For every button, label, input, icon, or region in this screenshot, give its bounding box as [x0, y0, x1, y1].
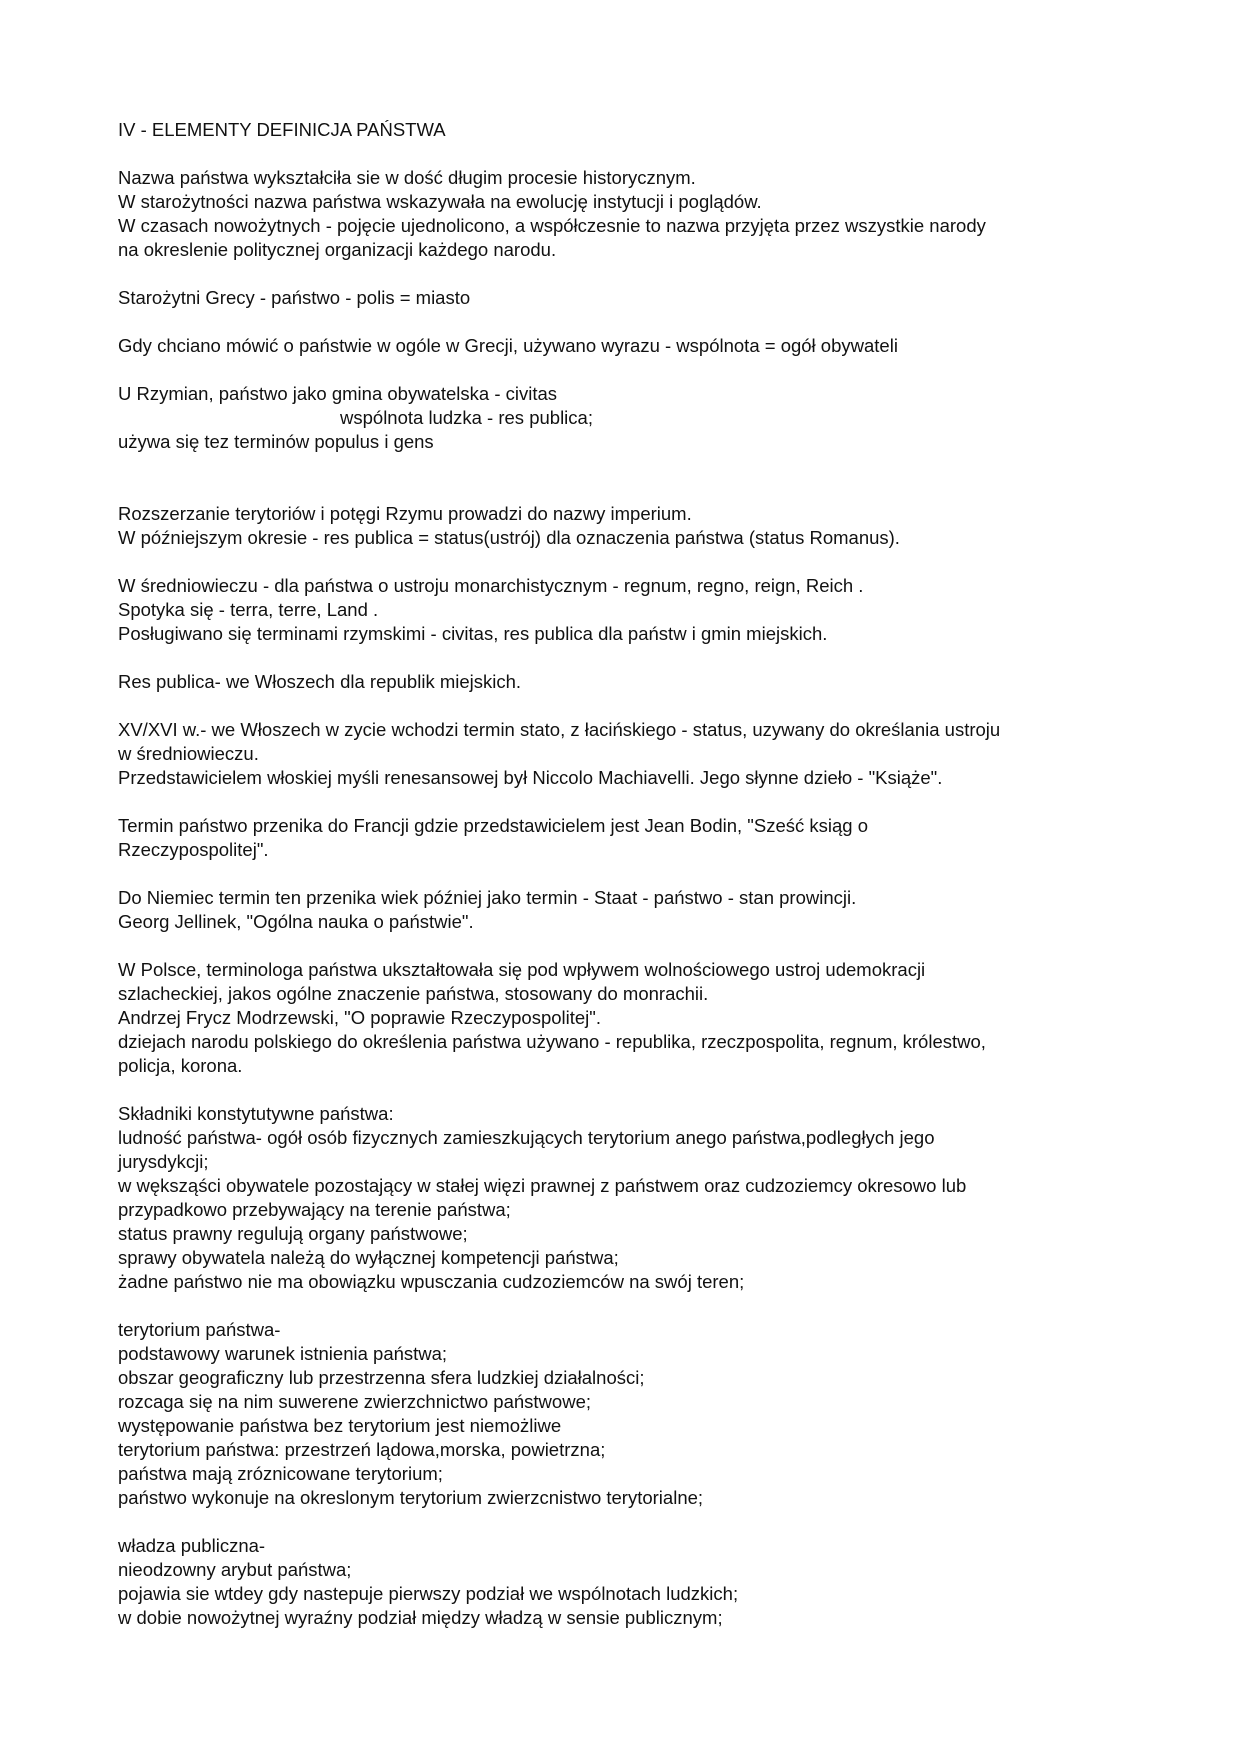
text-line: państwo wykonuje na okreslonym terytorium zwierzcnistwo terytorialne;: [118, 1487, 704, 1508]
paragraph-poland: [118, 958, 1128, 1078]
paragraph-greeks: Starożytni Grecy - państwo - polis = miasto: [118, 287, 471, 308]
text-line: Georg Jellinek, "Ogólna nauka o państwie".: [118, 911, 474, 932]
text-line: żadne państwo nie ma obowiązku wpusczania cudzoziemców na swój teren;: [118, 1271, 745, 1292]
text-line: występowanie państwa bez terytorium jest niemożliwe: [118, 1415, 562, 1436]
paragraph-intro: [118, 166, 1128, 262]
text-line: W starożytności nazwa państwa wskazywała na ewolucję instytucji i poglądów.: [118, 191, 762, 212]
paragraph-greece-general: Gdy chciano mówić o państwie w ogóle w Grecji, używano wyrazu - wspólnota = ogół obywateli: [118, 335, 898, 356]
paragraph-rome-expansion: [118, 502, 1128, 550]
text-line: w wększąści obywatele pozostający w stałej więzi prawnej z państwem oraz cudzoziemcy okresowo lub: [118, 1175, 967, 1196]
section-heading: Składniki konstytutywne państwa:: [118, 1103, 394, 1124]
text-line: szlacheckiej, jakos ogólne znaczenie państwa, stosowany do monrachii.: [118, 983, 709, 1004]
paragraph-france: [118, 814, 1128, 862]
text-line: Rzeczypospolitej".: [118, 839, 269, 860]
text-line: używa się tez terminów populus i gens: [118, 431, 434, 452]
text-line: Przedstawicielem włoskiej myśli renesansowej był Niccolo Machiavelli. Jego słynne dzieło - "Książe".: [118, 767, 943, 788]
section-authority: [118, 1534, 1128, 1630]
section-population: [118, 1102, 1128, 1294]
text-line: na okreslenie politycznej organizacji każdego narodu.: [118, 239, 557, 260]
paragraph-middle-ages: [118, 574, 1128, 646]
text-line: Andrzej Frycz Modrzewski, "O poprawie Rzeczypospolitej".: [118, 1007, 601, 1028]
text-line: W Polsce, terminologa państwa ukształtowała się pod wpływem wolnościowego ustroj udemokracji: [118, 959, 926, 980]
text-line: sprawy obywatela należą do wyłącznej kompetencji państwa;: [118, 1247, 619, 1268]
text-line: jurysdykcji;: [118, 1151, 209, 1172]
paragraph-rome: [118, 382, 1128, 454]
paragraph-italy-respublica: Res publica- we Włoszech dla republik miejskich.: [118, 671, 522, 692]
text-line: państwa mają zróznicowane terytorium;: [118, 1463, 443, 1484]
text-line: przypadkowo przebywający na terenie państwa;: [118, 1199, 511, 1220]
text-line: dziejach narodu polskiego do określenia państwa używano - republika, rzeczpospolita, regnum, królestwo,: [118, 1031, 986, 1052]
paragraph-italy-stato: [118, 718, 1128, 790]
text-line: w średniowieczu.: [118, 743, 259, 764]
text-line: W późniejszym okresie - res publica = status(ustrój) dla oznaczenia państwa (status Romanus).: [118, 527, 900, 548]
text-line: terytorium państwa: przestrzeń lądowa,morska, powietrzna;: [118, 1439, 606, 1460]
text-line: Nazwa państwa wykształciła sie w dość długim procesie historycznym.: [118, 167, 696, 188]
text-line: Posługiwano się terminami rzymskimi - civitas, res publica dla państw i gmin miejskich.: [118, 623, 828, 644]
text-line: Spotyka się - terra, terre, Land .: [118, 599, 379, 620]
text-line: obszar geograficzny lub przestrzenna sfera ludzkiej działalności;: [118, 1367, 645, 1388]
document-body: [118, 118, 1128, 1630]
text-line: W średniowieczu - dla państwa o ustroju monarchistycznym - regnum, regno, reign, Reich .: [118, 575, 864, 596]
text-line: Do Niemiec termin ten przenika wiek później jako termin - Staat - państwo - stan prowincji.: [118, 887, 857, 908]
text-line: Termin państwo przenika do Francji gdzie przedstawicielem jest Jean Bodin, "Sześć ksiąg o: [118, 815, 868, 836]
text-line: XV/XVI w.- we Włoszech w zycie wchodzi termin stato, z łacińskiego - status, uzywany do określania ustroju: [118, 719, 1001, 740]
text-line: W czasach nowożytnych - pojęcie ujednolicono, a współczesnie to nazwa przyjęta przez wszystkie narody: [118, 215, 986, 236]
paragraph-germany: [118, 886, 1128, 934]
text-line-indented: wspólnota ludzka - res publica;: [340, 407, 593, 428]
text-line: w dobie nowożytnej wyraźny podział między władzą w sensie publicznym;: [118, 1607, 723, 1628]
text-line: rozcaga się na nim suwerene zwierzchnictwo państwowe;: [118, 1391, 591, 1412]
text-line: pojawia sie wtdey gdy nastepuje pierwszy podział we wspólnotach ludzkich;: [118, 1583, 739, 1604]
section-territory: [118, 1318, 1128, 1510]
text-line: podstawowy warunek istnienia państwa;: [118, 1343, 448, 1364]
text-line: nieodzowny arybut państwa;: [118, 1559, 352, 1580]
text-line: policja, korona.: [118, 1055, 243, 1076]
section-heading: terytorium państwa-: [118, 1319, 281, 1340]
text-line: ludność państwa- ogół osób fizycznych zamieszkujących terytorium anego państwa,podległych jego: [118, 1127, 935, 1148]
section-heading: władza publiczna-: [118, 1535, 266, 1556]
page-title: IV - ELEMENTY DEFINICJA PAŃSTWA: [118, 119, 446, 140]
text-line: Rozszerzanie terytoriów i potęgi Rzymu prowadzi do nazwy imperium.: [118, 503, 692, 524]
text-line: status prawny regulują organy państwowe;: [118, 1223, 468, 1244]
text-line: U Rzymian, państwo jako gmina obywatelska - civitas: [118, 383, 558, 404]
